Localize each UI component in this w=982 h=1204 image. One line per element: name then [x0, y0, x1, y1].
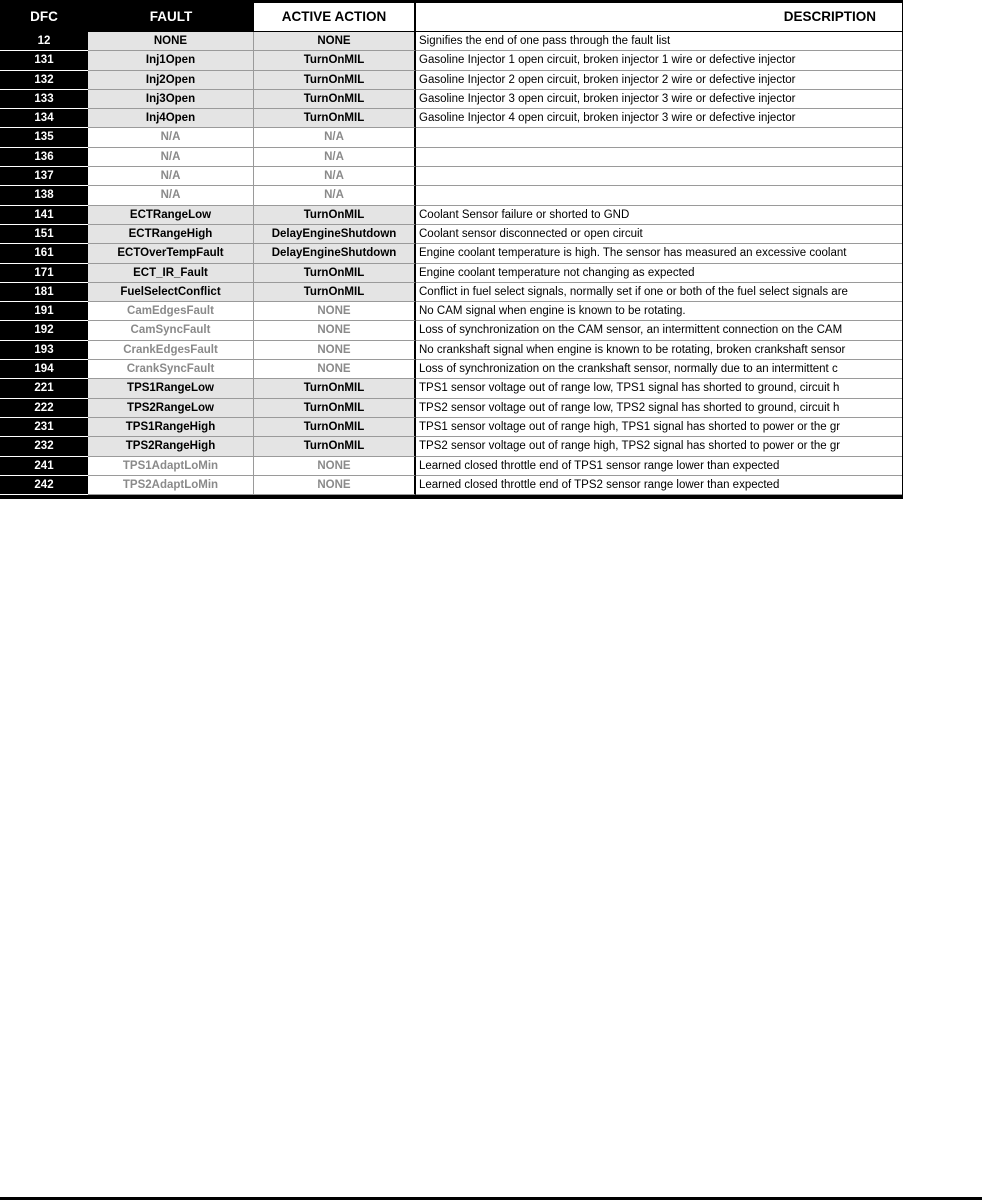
cell-fault: Inj1Open: [88, 51, 254, 70]
cell-description: [416, 128, 902, 147]
cell-dfc: 194: [0, 360, 88, 379]
cell-active-action: NONE: [254, 32, 416, 51]
cell-description: Signifies the end of one pass through the fault list: [416, 32, 902, 51]
cell-dfc: 191: [0, 302, 88, 321]
table-row: [0, 109, 903, 128]
cell-active-action: TurnOnMIL: [254, 206, 416, 225]
table-row: [0, 399, 903, 418]
cell-fault: NONE: [88, 32, 254, 51]
cell-dfc: 132: [0, 71, 88, 90]
cell-dfc: 181: [0, 283, 88, 302]
cell-active-action: TurnOnMIL: [254, 437, 416, 456]
cell-fault: N/A: [88, 167, 254, 186]
table-row: [0, 71, 903, 90]
cell-fault: FuelSelectConflict: [88, 283, 254, 302]
table-row: [0, 264, 903, 283]
cell-fault: ECTRangeLow: [88, 206, 254, 225]
cell-fault: TPS2AdaptLoMin: [88, 476, 254, 495]
cell-dfc: 242: [0, 476, 88, 495]
cell-active-action: N/A: [254, 167, 416, 186]
cell-description: TPS1 sensor voltage out of range high, TPS1 signal has shorted to power or the gr: [416, 418, 902, 437]
cell-dfc: 232: [0, 437, 88, 456]
cell-fault: Inj4Open: [88, 109, 254, 128]
cell-active-action: NONE: [254, 476, 416, 495]
cell-description: Loss of synchronization on the crankshaft sensor, normally due to an intermittent c: [416, 360, 902, 379]
table-body: [0, 32, 903, 495]
table-row: [0, 206, 903, 225]
cell-description: Gasoline Injector 1 open circuit, broken injector 1 wire or defective injector: [416, 51, 902, 70]
cell-active-action: N/A: [254, 128, 416, 147]
cell-dfc: 171: [0, 264, 88, 283]
cell-active-action: NONE: [254, 321, 416, 340]
cell-dfc: 192: [0, 321, 88, 340]
table-row: [0, 437, 903, 456]
cell-active-action: N/A: [254, 148, 416, 167]
table-row: [0, 225, 903, 244]
table-row: [0, 379, 903, 398]
fault-table: [0, 0, 903, 499]
table-row: [0, 51, 903, 70]
cell-active-action: NONE: [254, 360, 416, 379]
cell-fault: Inj2Open: [88, 71, 254, 90]
table-row: [0, 360, 903, 379]
cell-description: Coolant sensor disconnected or open circuit: [416, 225, 902, 244]
cell-dfc: 193: [0, 341, 88, 360]
cell-active-action: TurnOnMIL: [254, 379, 416, 398]
cell-dfc: 161: [0, 244, 88, 263]
table-row: [0, 476, 903, 495]
table-header: [0, 3, 903, 31]
cell-fault: ECTRangeHigh: [88, 225, 254, 244]
cell-description: No CAM signal when engine is known to be rotating.: [416, 302, 902, 321]
cell-active-action: TurnOnMIL: [254, 71, 416, 90]
cell-dfc: 12: [0, 32, 88, 51]
table-row: [0, 32, 903, 51]
cell-description: Learned closed throttle end of TPS1 sensor range lower than expected: [416, 457, 902, 476]
table-row: [0, 457, 903, 476]
cell-dfc: 137: [0, 167, 88, 186]
cell-dfc: 136: [0, 148, 88, 167]
cell-dfc: 131: [0, 51, 88, 70]
cell-dfc: 133: [0, 90, 88, 109]
cell-description: Engine coolant temperature not changing as expected: [416, 264, 902, 283]
table-row: [0, 167, 903, 186]
cell-fault: TPS2RangeLow: [88, 399, 254, 418]
cell-description: Learned closed throttle end of TPS2 sensor range lower than expected: [416, 476, 902, 495]
cell-fault: TPS1RangeLow: [88, 379, 254, 398]
cell-dfc: 141: [0, 206, 88, 225]
cell-fault: CrankEdgesFault: [88, 341, 254, 360]
cell-description: Loss of synchronization on the CAM sensor, an intermittent connection on the CAM: [416, 321, 902, 340]
cell-active-action: DelayEngineShutdown: [254, 244, 416, 263]
cell-fault: ECT_IR_Fault: [88, 264, 254, 283]
page-bottom-rule: [0, 1197, 982, 1200]
cell-description: TPS1 sensor voltage out of range low, TPS1 signal has shorted to ground, circuit h: [416, 379, 902, 398]
table-row: [0, 302, 903, 321]
cell-active-action: TurnOnMIL: [254, 90, 416, 109]
header-description: DESCRIPTION: [416, 3, 902, 31]
cell-fault: N/A: [88, 128, 254, 147]
cell-fault: CrankSyncFault: [88, 360, 254, 379]
table-row: [0, 321, 903, 340]
table-row: [0, 128, 903, 147]
table-row: [0, 90, 903, 109]
cell-fault: TPS1RangeHigh: [88, 418, 254, 437]
cell-active-action: TurnOnMIL: [254, 418, 416, 437]
cell-dfc: 241: [0, 457, 88, 476]
cell-active-action: NONE: [254, 302, 416, 321]
cell-description: TPS2 sensor voltage out of range high, TPS2 signal has shorted to power or the gr: [416, 437, 902, 456]
cell-description: TPS2 sensor voltage out of range low, TPS2 signal has shorted to ground, circuit h: [416, 399, 902, 418]
cell-description: [416, 186, 902, 205]
cell-description: Coolant Sensor failure or shorted to GND: [416, 206, 902, 225]
cell-fault: CamEdgesFault: [88, 302, 254, 321]
cell-dfc: 138: [0, 186, 88, 205]
cell-fault: N/A: [88, 186, 254, 205]
cell-dfc: 221: [0, 379, 88, 398]
cell-active-action: NONE: [254, 341, 416, 360]
table-row: [0, 148, 903, 167]
cell-description: Gasoline Injector 4 open circuit, broken injector 3 wire or defective injector: [416, 109, 902, 128]
cell-active-action: TurnOnMIL: [254, 109, 416, 128]
cell-active-action: TurnOnMIL: [254, 264, 416, 283]
cell-fault: TPS1AdaptLoMin: [88, 457, 254, 476]
table-row: [0, 341, 903, 360]
header-dfc: DFC: [0, 3, 88, 31]
cell-description: Gasoline Injector 2 open circuit, broken injector 2 wire or defective injector: [416, 71, 902, 90]
cell-description: Conflict in fuel select signals, normally set if one or both of the fuel select signals are: [416, 283, 902, 302]
cell-active-action: TurnOnMIL: [254, 51, 416, 70]
cell-fault: CamSyncFault: [88, 321, 254, 340]
cell-active-action: NONE: [254, 457, 416, 476]
cell-dfc: 222: [0, 399, 88, 418]
cell-fault: N/A: [88, 148, 254, 167]
cell-fault: TPS2RangeHigh: [88, 437, 254, 456]
cell-description: [416, 148, 902, 167]
cell-fault: ECTOverTempFault: [88, 244, 254, 263]
cell-fault: Inj3Open: [88, 90, 254, 109]
cell-dfc: 134: [0, 109, 88, 128]
cell-active-action: TurnOnMIL: [254, 399, 416, 418]
cell-description: No crankshaft signal when engine is known to be rotating, broken crankshaft sensor: [416, 341, 902, 360]
cell-dfc: 135: [0, 128, 88, 147]
table-row: [0, 283, 903, 302]
table-row: [0, 418, 903, 437]
table-row: [0, 244, 903, 263]
cell-active-action: TurnOnMIL: [254, 283, 416, 302]
cell-description: Gasoline Injector 3 open circuit, broken injector 3 wire or defective injector: [416, 90, 902, 109]
header-active-action: ACTIVE ACTION: [254, 3, 414, 31]
cell-active-action: DelayEngineShutdown: [254, 225, 416, 244]
cell-description: Engine coolant temperature is high. The sensor has measured an excessive coolant: [416, 244, 902, 263]
table-row: [0, 186, 903, 205]
header-fault: FAULT: [88, 3, 254, 31]
cell-dfc: 151: [0, 225, 88, 244]
cell-description: [416, 167, 902, 186]
cell-dfc: 231: [0, 418, 88, 437]
cell-active-action: N/A: [254, 186, 416, 205]
